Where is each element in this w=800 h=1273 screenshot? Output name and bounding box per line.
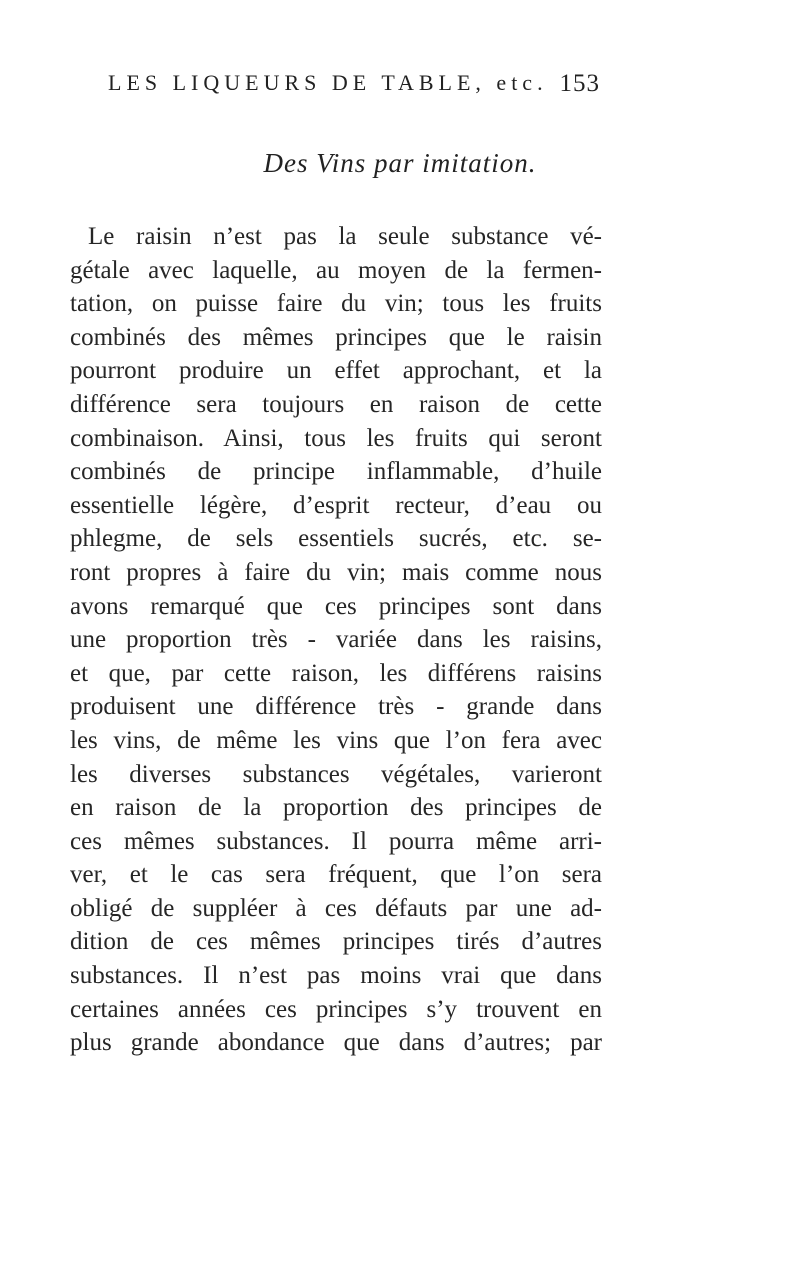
- text-line: ces mêmes substances. Il pourra même arri-: [70, 827, 602, 855]
- running-head: [108, 70, 600, 102]
- text-line: en raison de la proportion des principes de: [70, 794, 602, 822]
- text-line: une proportion très - variée dans les raisins,: [70, 626, 602, 654]
- text-line: substances. Il n’est pas moins vrai que dans: [70, 962, 602, 990]
- page-number: 153: [559, 70, 600, 97]
- text-line: gétale avec laquelle, au moyen de la fermen-: [70, 256, 602, 284]
- text-line: combinés de principe inflammable, d’huile: [70, 458, 602, 486]
- text-line: et que, par cette raison, les différens raisins: [70, 659, 602, 687]
- section-title: Des Vins par imitation.: [263, 148, 537, 178]
- text-line: obligé de suppléer à ces défauts par une ad-: [70, 894, 602, 922]
- text-line: les diverses substances végétales, varieront: [70, 760, 602, 788]
- text-line: plus grande abondance que dans d’autres; par: [70, 1029, 602, 1057]
- text-line: avons remarqué que ces principes sont dans: [70, 592, 602, 620]
- text-line: les vins, de même les vins que l’on fera avec: [70, 726, 602, 754]
- text-line: Le raisin n’est pas la seule substance vé-: [88, 223, 602, 250]
- text-line: pourront produire un effet approchant, et la: [70, 357, 602, 385]
- text-line: combinés des mêmes principes que le raisin: [70, 323, 602, 351]
- text-line: certaines années ces principes s’y trouvent en: [70, 995, 602, 1023]
- text-line: tation, on puisse faire du vin; tous les fruits: [70, 290, 602, 318]
- text-line: phlegme, de sels essentiels sucrés, etc. se-: [70, 525, 602, 553]
- text-line: combinaison. Ainsi, tous les fruits qui seront: [70, 424, 602, 452]
- text-line: ver, et le cas sera fréquent, que l’on sera: [70, 861, 602, 889]
- running-title: LES LIQUEURS DE TABLE, etc.: [108, 70, 548, 95]
- text-line: ront propres à faire du vin; mais comme nous: [70, 558, 602, 586]
- text-line: produisent une différence très - grande dans: [70, 693, 602, 721]
- text-line: différence sera toujours en raison de cette: [70, 390, 602, 418]
- body-text: [70, 220, 602, 1060]
- text-line: dition de ces mêmes principes tirés d’autres: [70, 928, 602, 956]
- text-line: essentielle légère, d’esprit recteur, d’eau ou: [70, 491, 602, 519]
